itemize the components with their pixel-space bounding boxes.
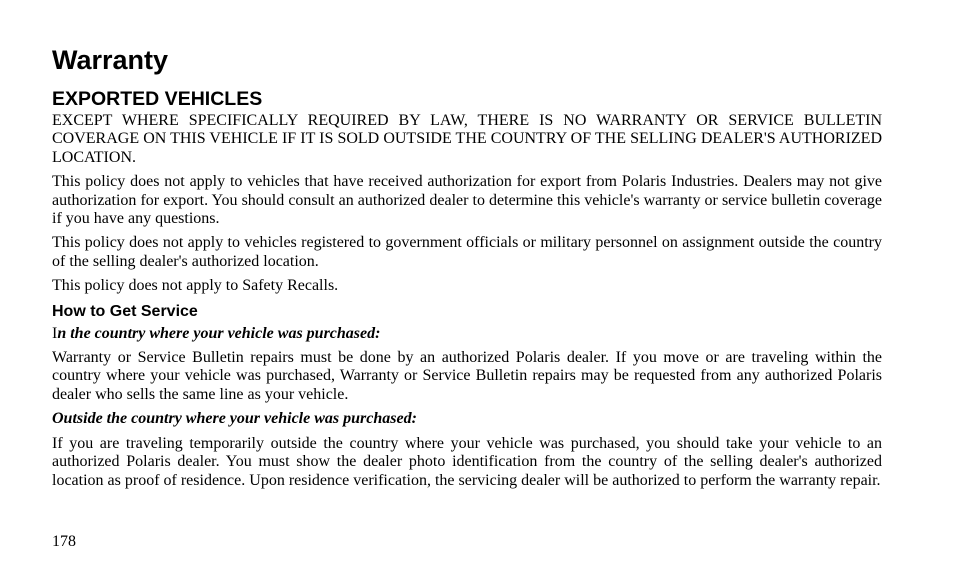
outside-country-text: If you are traveling temporarily outside the country where your vehicle was purchased, you should take your vehicle to an authorized Polaris dealer. You must show the dealer photo identification from the country of the selling dealer's authorized location as proof of residence. Upon residence verification, the servicing dealer will be authorized to perform the warranty repair. <box>52 434 882 489</box>
exported-vehicles-paragraph-4: This policy does not apply to Safety Recalls. <box>52 277 339 295</box>
outside-country-label: Outside the country where your vehicle was purchased: <box>52 410 417 428</box>
page-title: Warranty <box>52 45 169 75</box>
document-page <box>52 44 882 496</box>
in-country-label-rest: n the country where your vehicle was purchased: <box>57 324 381 342</box>
exported-vehicles-paragraph-3: This policy does not apply to vehicles registered to government officials or military personnel on assignment outside the country of the selling dealer's authorized location. <box>52 234 882 270</box>
how-to-get-service-heading: How to Get Service <box>52 302 198 320</box>
in-country-label <box>52 325 882 343</box>
in-country-label-first-letter: I <box>52 324 58 342</box>
in-country-text: Warranty or Service Bulletin repairs must be done by an authorized Polaris dealer. If you move or are traveling within the country where your vehicle was purchased, Warranty or Service Bulletin repairs may be requested from any authorized Polaris dealer who sells the same line as your vehicle. <box>52 349 882 403</box>
exported-vehicles-paragraph-1: EXCEPT WHERE SPECIFICALLY REQUIRED BY LAW, THERE IS NO WARRANTY OR SERVICE BULLETIN COVERAGE ON THIS VEHICLE IF IT IS SOLD OUTSIDE THE COUNTRY OF THE SELLING DEALER'S AUTHORIZED LOCATION. <box>52 112 882 166</box>
section-heading-exported-vehicles: EXPORTED VEHICLES <box>52 88 263 110</box>
page-number: 178 <box>52 533 76 550</box>
exported-vehicles-paragraph-2: This policy does not apply to vehicles that have received authorization for export from Polaris Industries. Dealers may not give authorization for export. You should consult an authorized dealer to determine this vehicle's warranty or service bulletin coverage if you have any questions. <box>52 173 882 228</box>
